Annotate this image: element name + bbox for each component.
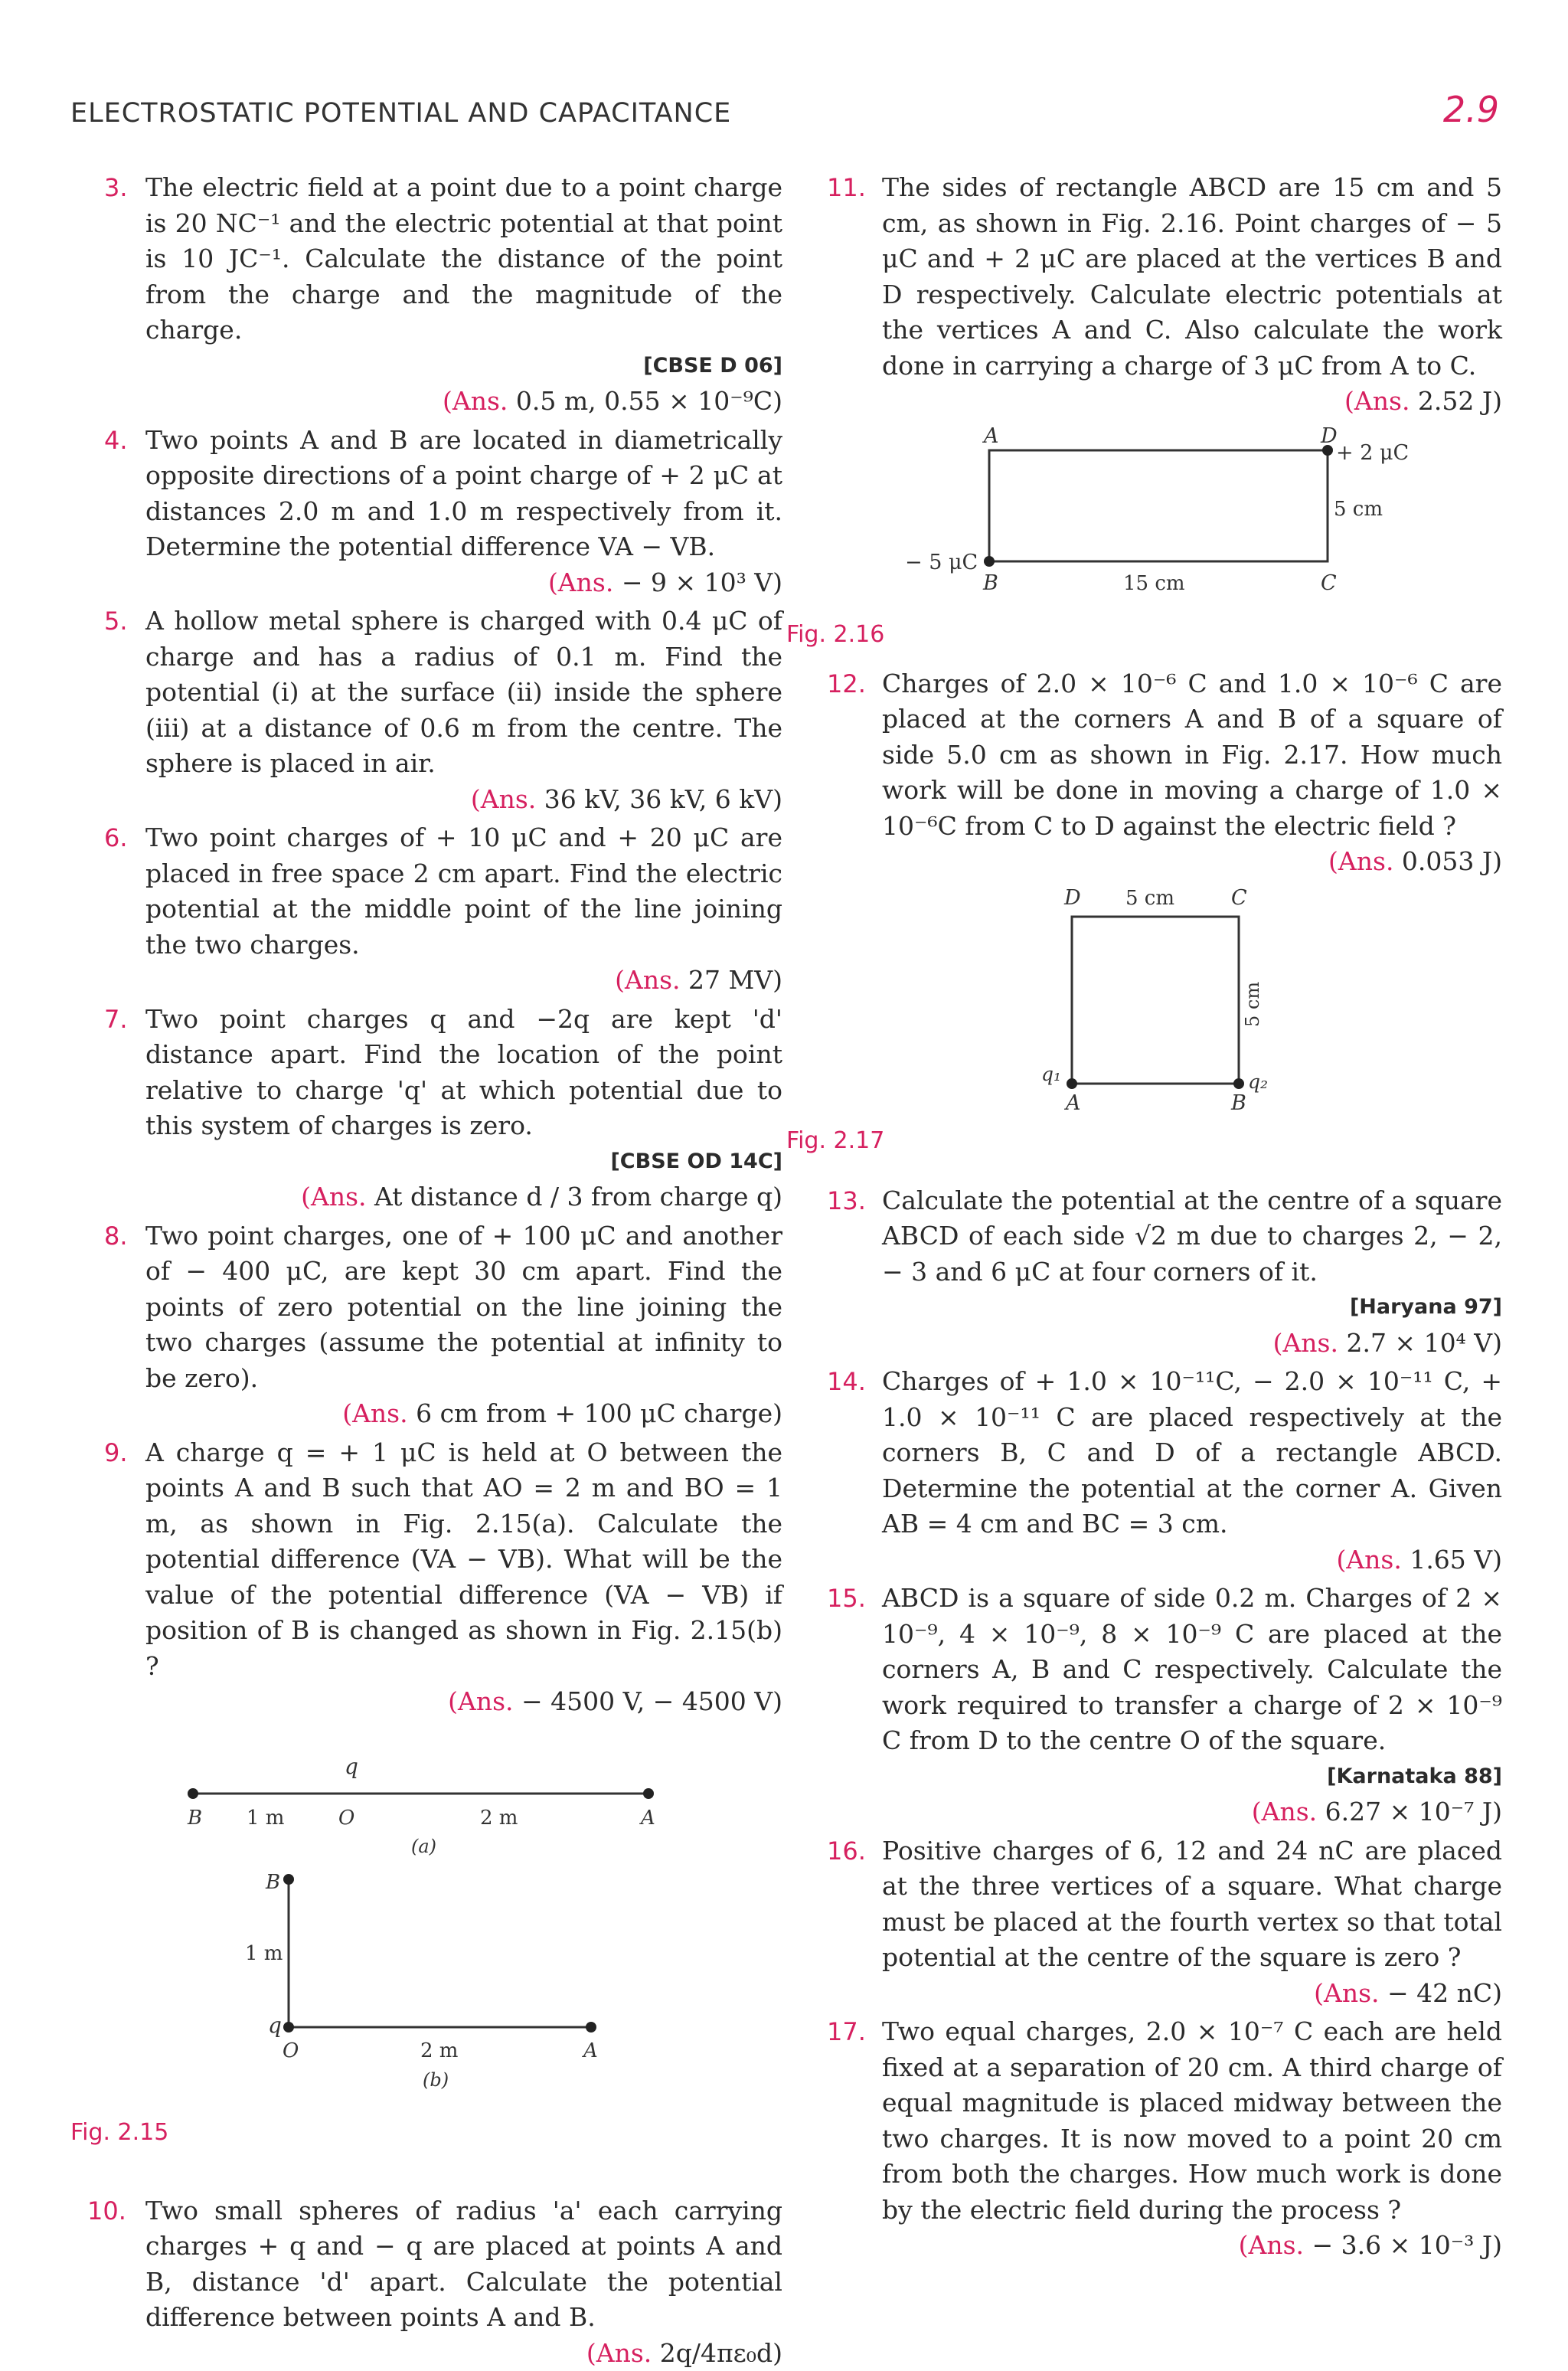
top-side-label: 5 cm xyxy=(1125,887,1174,910)
running-header: ELECTROSTATIC POTENTIAL AND CAPACITANCE xyxy=(70,98,731,129)
answer xyxy=(145,1179,782,1215)
question-text: The sides of rectangle ABCD are 15 cm and 5 cm, as shown in Fig. 2.16. Point charges of − 5 μC and + 2 μC are placed at the vertices B and D respectively. Calculate electric potentials at the vertices A and C. Also calculate the work done in carrying a charge of 3 μC from A to C. xyxy=(882,172,1502,381)
vertex-c: C xyxy=(1231,886,1247,910)
question-number: 3. xyxy=(104,170,128,206)
question-number: 7. xyxy=(104,1002,128,1038)
dist-1m-b: 1 m xyxy=(245,1942,283,1965)
question-text: Two small spheres of radius 'a' each carrying charges + q and − q are placed at points A and B, distance 'd' apart. Calculate the potential difference between points A and B. xyxy=(145,2196,782,2333)
answer-value: − 3.6 × 10⁻³ J) xyxy=(1304,2230,1502,2260)
caption-b: (b) xyxy=(423,2069,449,2091)
vertex-c: C xyxy=(1321,571,1337,595)
answer-value: 1.65 V) xyxy=(1402,1545,1502,1575)
question-12 xyxy=(798,666,1502,880)
answer-label: (Ans. xyxy=(1336,1545,1401,1575)
source-tag: [CBSE D 06] xyxy=(145,348,782,384)
question-text: Two equal charges, 2.0 × 10⁻⁷ C each are held fixed at a separation of 20 cm. A third charge of equal magnitude is placed midway between the two charges. It is now moved to a point 20 cm from both the charges. How much work is done by the electric field during the process ? xyxy=(882,2016,1502,2225)
question-text: Two point charges of + 10 μC and + 20 μC are placed in free space 2 cm apart. Find the electric potential at the middle point of the line joining the two charges. xyxy=(145,822,782,960)
question-text: Two points A and B are located in diametrically opposite directions of a point charge of + 2 μC at distances 2.0 m and 1.0 m respectively from it. Determine the potential difference VA − VB. xyxy=(145,425,782,562)
answer xyxy=(145,384,782,420)
answer-value: 36 kV, 36 kV, 6 kV) xyxy=(536,784,782,814)
answer-label: (Ans. xyxy=(1328,846,1393,876)
answer-label: (Ans. xyxy=(1314,1978,1379,2008)
question-text: Calculate the potential at the centre of a square ABCD of each side √2 m due to charges 2, − 2, − 3 and 6 μC at four corners of it. xyxy=(882,1186,1502,1287)
question-3 xyxy=(70,170,782,420)
height-label: 5 cm xyxy=(1334,498,1383,521)
answer-label: (Ans. xyxy=(471,784,536,814)
question-text: Charges of + 1.0 × 10⁻¹¹C, − 2.0 × 10⁻¹¹ C, + 1.0 × 10⁻¹¹ C are placed respectively at the corners B, C and D of a rectangle ABCD. Determine the potential at the corner A. Given AB = 4 cm and BC = 3 cm. xyxy=(882,1366,1502,1539)
charge-d-label: + 2 μC xyxy=(1336,441,1409,465)
vertex-b: B xyxy=(1230,1091,1246,1115)
dist-2m-a: 2 m xyxy=(480,1807,518,1830)
question-number: 6. xyxy=(104,820,128,856)
answer xyxy=(882,1976,1502,2012)
question-number: 16. xyxy=(827,1833,866,1869)
question-number: 10. xyxy=(87,2193,126,2229)
answer-label: (Ans. xyxy=(586,2338,652,2368)
vertex-b: B xyxy=(982,571,998,595)
label-a-a: A xyxy=(639,1807,655,1830)
question-4 xyxy=(70,423,782,601)
question-6 xyxy=(70,820,782,999)
point-a-b xyxy=(586,2022,596,2033)
question-number: 11. xyxy=(827,170,866,206)
left-column xyxy=(70,170,782,2371)
label-b-b: B xyxy=(265,1871,280,1894)
figure-2-15 xyxy=(70,1726,782,2155)
caption-a: (a) xyxy=(411,1836,436,1857)
charge-q1 xyxy=(1067,1078,1077,1089)
charge-q2-label: q₂ xyxy=(1248,1071,1268,1093)
label-a-b: A xyxy=(582,2039,598,2062)
answer xyxy=(145,1684,782,1720)
right-column xyxy=(798,170,1502,2264)
vertex-d: D xyxy=(1063,886,1081,910)
question-8 xyxy=(70,1218,782,1432)
question-14 xyxy=(798,1364,1502,1578)
question-number: 17. xyxy=(827,2014,866,2050)
answer xyxy=(145,963,782,999)
answer xyxy=(145,782,782,818)
answer-label: (Ans. xyxy=(1252,1797,1317,1826)
question-number: 13. xyxy=(827,1183,866,1219)
dist-2m-b: 2 m xyxy=(420,2039,458,2062)
page-number: 2.9 xyxy=(1443,89,1499,130)
answer xyxy=(145,2336,782,2371)
point-b-b xyxy=(283,1874,294,1885)
question-5 xyxy=(70,603,782,817)
rectangle-abcd xyxy=(989,450,1328,561)
width-label: 15 cm xyxy=(1123,572,1185,595)
charge-q2 xyxy=(1233,1078,1244,1089)
question-15 xyxy=(798,1581,1502,1830)
point-a-a xyxy=(643,1788,654,1799)
answer-label: (Ans. xyxy=(443,386,508,416)
question-number: 8. xyxy=(104,1218,128,1254)
question-13 xyxy=(798,1183,1502,1362)
question-11 xyxy=(798,170,1502,420)
question-9 xyxy=(70,1435,782,1720)
answer-label: (Ans. xyxy=(615,965,680,995)
source-tag: [Haryana 97] xyxy=(882,1290,1502,1326)
point-b-a xyxy=(188,1788,198,1799)
question-number: 5. xyxy=(104,603,128,639)
answer xyxy=(145,1396,782,1432)
charge-label-b: q xyxy=(268,2013,282,2038)
question-number: 9. xyxy=(104,1435,128,1471)
question-number: 4. xyxy=(104,423,128,459)
question-text: Two point charges q and −2q are kept 'd' distance apart. Find the location of the point relative to charge 'q' at which potential due to this system of charges is zero. xyxy=(145,1004,782,1141)
question-number: 14. xyxy=(827,1364,866,1400)
right-side-label: 5 cm xyxy=(1242,981,1263,1026)
answer-value: 2.7 × 10⁴ V) xyxy=(1338,1328,1502,1358)
question-number: 15. xyxy=(827,1581,866,1617)
question-10 xyxy=(70,2193,782,2371)
figure-2-16 xyxy=(798,420,1502,657)
label-o-a: O xyxy=(338,1807,354,1830)
charge-q1-label: q₁ xyxy=(1041,1063,1061,1085)
charge-b-label: − 5 μC xyxy=(905,551,978,574)
answer-value: 0.053 J) xyxy=(1393,846,1502,876)
answer-label: (Ans. xyxy=(548,567,613,597)
answer-label: (Ans. xyxy=(1239,2230,1304,2260)
question-17 xyxy=(798,2014,1502,2264)
answer-value: 2q/4πε₀d) xyxy=(652,2338,782,2368)
answer-value: 6 cm from + 100 μC charge) xyxy=(408,1398,782,1428)
question-text: ABCD is a square of side 0.2 m. Charges of 2 × 10⁻⁹, 4 × 10⁻⁹, 8 × 10⁻⁹ C are placed at the corners A, B and C respectively. Calculate the work required to transfer a charge of 2 × 10⁻⁹ C from D to the centre O of the square. xyxy=(882,1583,1502,1755)
answer-value: − 9 × 10³ V) xyxy=(613,567,782,597)
answer-label: (Ans. xyxy=(448,1686,513,1716)
answer-value: 2.52 J) xyxy=(1410,386,1502,416)
answer-value: 6.27 × 10⁻⁷ J) xyxy=(1317,1797,1502,1826)
question-text: Charges of 2.0 × 10⁻⁶ C and 1.0 × 10⁻⁶ C are placed at the corners A and B of a square of side 5.0 cm as shown in Fig. 2.17. How much work will be done in moving a charge of 1.0 × 10⁻⁶C from C to D against the electric field ? xyxy=(882,669,1502,841)
point-o-b xyxy=(283,2022,294,2033)
charge-label-a: q xyxy=(345,1754,358,1779)
charge-b xyxy=(984,556,995,567)
answer-label: (Ans. xyxy=(1273,1328,1338,1358)
answer-value: 0.5 m, 0.55 × 10⁻⁹C) xyxy=(508,386,782,416)
source-tag: [Karnataka 88] xyxy=(882,1759,1502,1795)
answer-label: (Ans. xyxy=(342,1398,407,1428)
answer-label: (Ans. xyxy=(1344,386,1410,416)
answer-value: At distance d / 3 from charge q) xyxy=(367,1182,782,1212)
vertex-a: A xyxy=(1063,1091,1081,1115)
question-number: 12. xyxy=(827,666,866,702)
figure-2-17 xyxy=(798,880,1502,1163)
label-o-b: O xyxy=(283,2039,299,2062)
answer-value: − 4500 V, − 4500 V) xyxy=(514,1686,782,1716)
figure-label: Fig. 2.15 xyxy=(70,2119,168,2146)
question-text: The electric field at a point due to a point charge is 20 NC⁻¹ and the electric potential at that point is 10 JC⁻¹. Calculate the distance of the point from the charge and the magnitude of the charge. xyxy=(145,172,782,345)
dist-1m-a: 1 m xyxy=(247,1807,284,1830)
answer xyxy=(882,844,1502,880)
answer-value: − 42 nC) xyxy=(1380,1978,1503,2008)
question-text: A hollow metal sphere is charged with 0.4 μC of charge and has a radius of 0.1 m. Find the potential (i) at the surface (ii) inside the sphere (iii) at a distance of 0.6 m from the centre. The sphere is placed in air. xyxy=(145,606,782,778)
answer xyxy=(145,565,782,601)
question-text: A charge q = + 1 μC is held at O between the points A and B such that AO = 2 m and BO = 1 m, as shown in Fig. 2.15(a). Calculate the potential difference (VA − VB). What will be the value of the potential difference (VA − VB) if position of B is changed as shown in Fig. 2.15(b) ? xyxy=(145,1437,782,1681)
label-b-a: B xyxy=(187,1807,202,1830)
question-16 xyxy=(798,1833,1502,2012)
answer xyxy=(882,2228,1502,2264)
vertex-a: A xyxy=(982,424,999,448)
question-7 xyxy=(70,1002,782,1215)
vertex-d: D xyxy=(1320,424,1338,448)
question-text: Positive charges of 6, 12 and 24 nC are placed at the three vertices of a square. What charge must be placed at the fourth vertex so that total potential at the centre of the square is zero ? xyxy=(882,1836,1502,1973)
figure-label: Fig. 2.17 xyxy=(786,1127,884,1154)
answer-label: (Ans. xyxy=(301,1182,366,1212)
square-abcd xyxy=(1072,917,1239,1084)
answer-value: 27 MV) xyxy=(681,965,782,995)
figure-label: Fig. 2.16 xyxy=(786,621,884,648)
answer xyxy=(882,384,1502,420)
question-text: Two point charges, one of + 100 μC and another of − 400 μC, are kept 30 cm apart. Find the points of zero potential on the line joining the two charges (assume the potential at infinity to be zero). xyxy=(145,1221,782,1393)
answer xyxy=(882,1542,1502,1578)
answer xyxy=(882,1326,1502,1362)
source-tag: [CBSE OD 14C] xyxy=(145,1144,782,1180)
answer xyxy=(882,1794,1502,1830)
